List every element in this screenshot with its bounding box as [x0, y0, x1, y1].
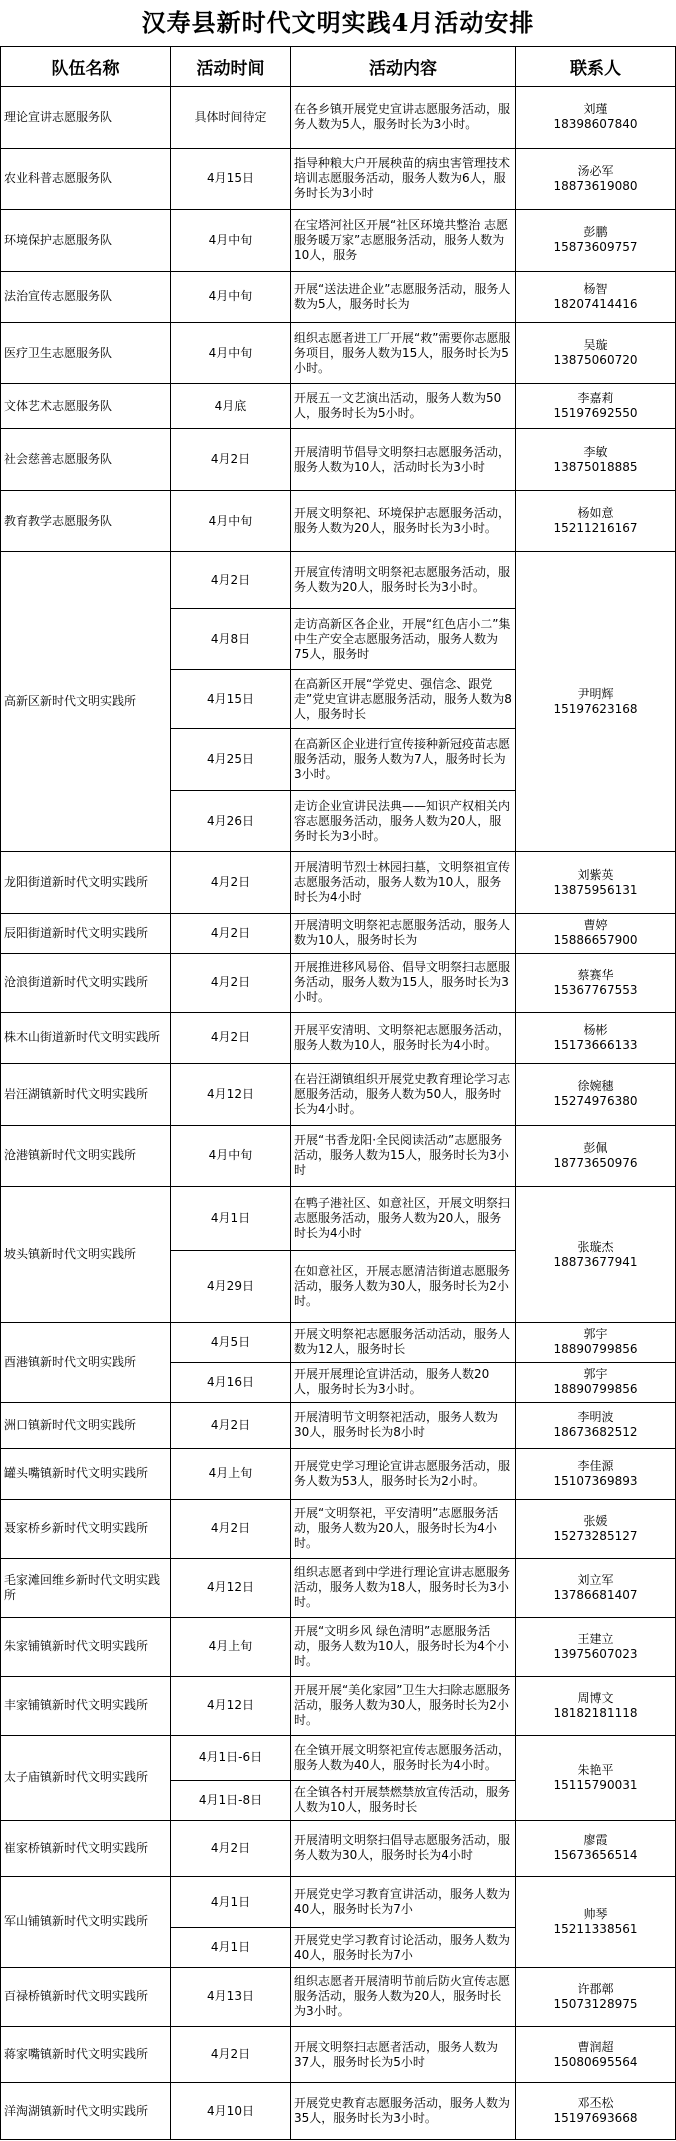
activity-content: 在鸭子港社区、如意社区，开展文明祭扫志愿服务活动，服务人数为20人，服务时长为4小时 — [291, 1187, 516, 1251]
table-row — [1, 87, 676, 149]
activity-content: 在高新区开展“学党史、强信念、跟党走”党史宣讲志愿服务活动，服务人数为8人，服务时长 — [291, 670, 516, 729]
contact-cell — [516, 914, 676, 954]
contact-name: 廖霞 — [583, 1833, 608, 1848]
team-name: 法治宣传志愿服务队 — [1, 271, 171, 322]
contact-cell — [516, 2083, 676, 2140]
activity-time: 4月1日 — [171, 1876, 291, 1927]
activity-time: 4月2日 — [171, 2026, 291, 2082]
team-name: 毛家滩回维乡新时代文明实践所 — [1, 1558, 171, 1617]
team-name: 高新区新时代文明实践所 — [1, 552, 171, 852]
team-name: 百禄桥镇新时代文明实践所 — [1, 1968, 171, 2027]
contact-cell — [516, 490, 676, 552]
contact-phone: 15886657900 — [553, 933, 638, 948]
activity-time: 4月10日 — [171, 2083, 291, 2140]
team-name: 沧港镇新时代文明实践所 — [1, 1125, 171, 1187]
activity-time: 4月2日 — [171, 552, 291, 608]
contact-phone: 13875018885 — [553, 459, 638, 474]
schedule-table — [0, 46, 676, 2140]
activity-content: 开展清明文明祭扫倡导志愿服务活动，服务人数为30人，服务时长为4小时 — [291, 1820, 516, 1876]
team-name: 辰阳街道新时代文明实践所 — [1, 914, 171, 954]
table-row — [1, 1012, 676, 1063]
activity-time: 4月16日 — [171, 1362, 291, 1402]
activity-time: 4月2日 — [171, 1012, 291, 1063]
contact-name: 许郡鄣 — [577, 1981, 614, 1996]
contact-phone: 18890799856 — [553, 1342, 638, 1357]
contact-name: 王建立 — [577, 1631, 614, 1646]
contact-phone: 15173666133 — [553, 1037, 638, 1052]
activity-time: 4月2日 — [171, 852, 291, 914]
contact-cell — [516, 322, 676, 384]
contact-phone: 15673656514 — [553, 1848, 638, 1863]
team-name: 教育教学志愿服务队 — [1, 490, 171, 552]
contact-name: 杨彬 — [583, 1022, 608, 1037]
table-row — [1, 384, 676, 429]
contact-name: 汤必军 — [577, 163, 614, 178]
contact-phone: 18207414416 — [553, 296, 638, 311]
table-row — [1, 852, 676, 914]
contact-phone: 15073128975 — [553, 1996, 638, 2011]
activity-content: 在岩汪湖镇组织开展党史教育理论学习志愿服务活动，服务人数为50人，服务时长为4小时。 — [291, 1064, 516, 1126]
contact-name: 李敏 — [583, 444, 608, 459]
activity-content: 开展党史学习理论宣讲志愿服务活动，服务人数为53人，服务时长为2小时。 — [291, 1448, 516, 1499]
contact-phone: 13875060720 — [553, 353, 638, 368]
contact-cell — [516, 1187, 676, 1323]
activity-content: 指导种粮大户开展秧苗的病虫害管理技术培训志愿服务活动，服务人数为6人，服务时长为3小时 — [291, 148, 516, 210]
activity-time: 4月12日 — [171, 1064, 291, 1126]
activity-time: 4月15日 — [171, 670, 291, 729]
table-row — [1, 953, 676, 1012]
activity-content: 开展“文明乡风 绿色清明”志愿服务活动，服务人数为10人，服务时长为4个小时。 — [291, 1617, 516, 1676]
activity-content: 在高新区企业进行宣传接种新冠疫苗志愿服务活动，服务人数为7人，服务时长为3小时。 — [291, 729, 516, 791]
activity-time: 4月2日 — [171, 429, 291, 491]
contact-name: 杨如意 — [577, 506, 614, 521]
contact-name: 张璇杰 — [577, 1239, 614, 1254]
contact-phone: 18773650976 — [553, 1155, 638, 1170]
contact-cell — [516, 1012, 676, 1063]
activity-content: 在如意社区，开展志愿清洁街道志愿服务活动，服务人数为30人，服务时长为2小时。 — [291, 1251, 516, 1323]
activity-time: 具体时间待定 — [171, 87, 291, 149]
activity-time: 4月2日 — [171, 953, 291, 1012]
contact-cell — [516, 1448, 676, 1499]
header-content: 活动内容 — [291, 47, 516, 87]
contact-name: 郭宇 — [583, 1327, 608, 1342]
activity-content: 开展宣传清明文明祭祀志愿服务活动，服务人数为20人，服务时长为3小时。 — [291, 552, 516, 608]
contact-cell — [516, 953, 676, 1012]
contact-name: 彭佩 — [583, 1140, 608, 1155]
team-name: 岩汪湖镇新时代文明实践所 — [1, 1064, 171, 1126]
activity-time: 4月1日 — [171, 1928, 291, 1968]
contact-phone: 13875956131 — [553, 882, 638, 897]
contact-phone: 15211216167 — [553, 521, 638, 536]
activity-content: 开展文明祭祀志愿服务活动活动，服务人数为12人，服务时长 — [291, 1323, 516, 1363]
activity-time: 4月中旬 — [171, 322, 291, 384]
activity-content: 走访高新区各企业，开展“红色店小二”集中生产安全志愿服务活动，服务人数为75人，服务时 — [291, 608, 516, 670]
activity-time: 4月1日-6日 — [171, 1735, 291, 1780]
contact-cell — [516, 1402, 676, 1448]
activity-content: 开展五一文艺演出活动，服务人数为50人，服务时长为5小时。 — [291, 384, 516, 429]
contact-name: 彭鹏 — [583, 225, 608, 240]
team-name: 军山铺镇新时代文明实践所 — [1, 1876, 171, 1967]
activity-time: 4月26日 — [171, 790, 291, 852]
activity-content: 开展清明节倡导文明祭扫志愿服务活动，服务人数为10人，活动时长为3小时 — [291, 429, 516, 491]
activity-content: 在全镇各村开展禁燃禁放宣传活动，服务人数为10人，服务时长 — [291, 1780, 516, 1820]
activity-content: 开展推进移风易俗、倡导文明祭扫志愿服务活动，服务人数为15人，服务时长为3小时。 — [291, 953, 516, 1012]
activity-time: 4月2日 — [171, 1402, 291, 1448]
activity-time: 4月5日 — [171, 1323, 291, 1363]
table-row — [1, 1187, 676, 1251]
contact-cell — [516, 1064, 676, 1126]
activity-content: 在宝塔河社区开展“社区环境共整治 志愿服务暖万家”志愿服务活动，服务人数为10人，服务 — [291, 210, 516, 272]
activity-time: 4月中旬 — [171, 271, 291, 322]
team-name: 崔家桥镇新时代文明实践所 — [1, 1820, 171, 1876]
team-name: 环境保护志愿服务队 — [1, 210, 171, 272]
table-row — [1, 1735, 676, 1780]
table-row — [1, 1448, 676, 1499]
contact-name: 曹润超 — [577, 2039, 614, 2054]
table-row — [1, 2083, 676, 2140]
contact-phone: 15197623168 — [553, 701, 638, 716]
table-row — [1, 1876, 676, 1927]
contact-name: 尹明辉 — [577, 686, 614, 701]
contact-phone: 15273285127 — [553, 1528, 638, 1543]
team-name: 理论宣讲志愿服务队 — [1, 87, 171, 149]
contact-name: 杨智 — [583, 281, 608, 296]
contact-phone: 15197693668 — [553, 2111, 638, 2126]
table-row — [1, 1064, 676, 1126]
header-time: 活动时间 — [171, 47, 291, 87]
team-name: 洲口镇新时代文明实践所 — [1, 1402, 171, 1448]
header-contact: 联系人 — [516, 47, 676, 87]
activity-content: 在各乡镇开展党史宣讲志愿服务活动，服务人数为5人，服务时长为3小时。 — [291, 87, 516, 149]
contact-name: 周博文 — [577, 1690, 614, 1705]
activity-content: 开展党史教育志愿服务活动，服务人数为35人，服务时长为3小时。 — [291, 2083, 516, 2140]
contact-cell — [516, 1968, 676, 2027]
activity-content: 开展文明祭祀、环境保护志愿服务活动，服务人数为20人，服务时长为3小时。 — [291, 490, 516, 552]
team-name: 丰家铺镇新时代文明实践所 — [1, 1676, 171, 1735]
contact-phone: 18890799856 — [553, 1382, 638, 1397]
activity-time: 4月29日 — [171, 1251, 291, 1323]
activity-time: 4月中旬 — [171, 490, 291, 552]
activity-time: 4月上旬 — [171, 1448, 291, 1499]
contact-phone: 15274976380 — [553, 1094, 638, 1109]
table-row — [1, 1499, 676, 1558]
contact-phone: 15211338561 — [553, 1921, 638, 1936]
team-name: 龙阳街道新时代文明实践所 — [1, 852, 171, 914]
team-name: 蒋家嘴镇新时代文明实践所 — [1, 2026, 171, 2082]
activity-time: 4月15日 — [171, 148, 291, 210]
contact-name: 邓丕松 — [577, 2096, 614, 2111]
table-row — [1, 1402, 676, 1448]
contact-name: 郭宇 — [583, 1367, 608, 1382]
contact-cell — [516, 1362, 676, 1402]
activity-content: 开展“送法进企业”志愿服务活动，服务人数为5人，服务时长为 — [291, 271, 516, 322]
team-name: 朱家铺镇新时代文明实践所 — [1, 1617, 171, 1676]
activity-time: 4月8日 — [171, 608, 291, 670]
team-name: 坡头镇新时代文明实践所 — [1, 1187, 171, 1323]
contact-cell — [516, 429, 676, 491]
contact-phone: 18873619080 — [553, 178, 638, 193]
contact-name: 徐婉穗 — [577, 1079, 614, 1094]
activity-time: 4月底 — [171, 384, 291, 429]
table-header-row — [1, 47, 676, 87]
team-name: 社会慈善志愿服务队 — [1, 429, 171, 491]
activity-time: 4月25日 — [171, 729, 291, 791]
contact-phone: 15115790031 — [553, 1777, 638, 1792]
contact-name: 李明波 — [577, 1410, 614, 1425]
table-row — [1, 322, 676, 384]
activity-time: 4月13日 — [171, 1968, 291, 2027]
activity-content: 开展“书香龙阳·全民阅读活动”志愿服务活动，服务人数为15人，服务时长为3小时 — [291, 1125, 516, 1187]
activity-content: 组织志愿者进工厂开展“救”需要你志愿服务项目，服务人数为15人，服务时长为5小时。 — [291, 322, 516, 384]
contact-cell — [516, 552, 676, 852]
team-name: 沧浪街道新时代文明实践所 — [1, 953, 171, 1012]
activity-content: 开展清明文明祭祀志愿服务活动，服务人数为10人，服务时长为 — [291, 914, 516, 954]
contact-name: 刘瑾 — [583, 102, 608, 117]
contact-name: 蔡赛华 — [577, 967, 614, 982]
activity-time: 4月1日-8日 — [171, 1780, 291, 1820]
table-row — [1, 1676, 676, 1735]
activity-content: 开展党史学习教育宣讲活动，服务人数为40人，服务时长为7小 — [291, 1876, 516, 1927]
activity-time: 4月2日 — [171, 1820, 291, 1876]
contact-phone: 15367767553 — [553, 982, 638, 997]
contact-phone: 18398607840 — [553, 117, 638, 132]
activity-time: 4月上旬 — [171, 1617, 291, 1676]
contact-cell — [516, 1558, 676, 1617]
activity-content: 在全镇开展文明祭祀宣传志愿服务活动，服务人数为40人，服务时长为4小时。 — [291, 1735, 516, 1780]
contact-cell — [516, 210, 676, 272]
table-row — [1, 1558, 676, 1617]
contact-phone: 13975607023 — [553, 1646, 638, 1661]
contact-name: 李嘉莉 — [577, 391, 614, 406]
contact-cell — [516, 2026, 676, 2082]
table-row — [1, 1323, 676, 1363]
table-row — [1, 1820, 676, 1876]
activity-content: 走访企业宣讲民法典——知识产权相关内容志愿服务活动，服务人数为20人，服务时长为3小时。 — [291, 790, 516, 852]
activity-content: 开展开展“美化家园”卫生大扫除志愿服务活动，服务人数为30人，服务时长为2小时。 — [291, 1676, 516, 1735]
contact-phone: 15080695564 — [553, 2054, 638, 2069]
contact-phone: 18673682512 — [553, 1425, 638, 1440]
contact-cell — [516, 852, 676, 914]
team-name: 株木山街道新时代文明实践所 — [1, 1012, 171, 1063]
activity-content: 组织志愿者到中学进行理论宣讲志愿服务活动，服务人数为18人，服务时长为3小时。 — [291, 1558, 516, 1617]
team-name: 太子庙镇新时代文明实践所 — [1, 1735, 171, 1820]
team-name: 酉港镇新时代文明实践所 — [1, 1323, 171, 1403]
table-row — [1, 490, 676, 552]
activity-time: 4月2日 — [171, 914, 291, 954]
contact-name: 刘紫英 — [577, 867, 614, 882]
contact-phone: 15107369893 — [553, 1473, 638, 1488]
activity-content: 开展文明祭扫志愿者活动，服务人数为37人，服务时长为5小时 — [291, 2026, 516, 2082]
activity-content: 开展党史学习教育讨论活动，服务人数为40人，服务时长为7小 — [291, 1928, 516, 1968]
contact-name: 帅琴 — [583, 1906, 608, 1921]
table-row — [1, 2026, 676, 2082]
activity-time: 4月2日 — [171, 1499, 291, 1558]
table-row — [1, 210, 676, 272]
table-row — [1, 914, 676, 954]
team-name: 文体艺术志愿服务队 — [1, 384, 171, 429]
contact-cell — [516, 1735, 676, 1820]
activity-time: 4月中旬 — [171, 1125, 291, 1187]
contact-phone: 18873677941 — [553, 1254, 638, 1269]
contact-name: 刘立军 — [577, 1572, 614, 1587]
contact-name: 张媛 — [583, 1513, 608, 1528]
contact-cell — [516, 87, 676, 149]
table-row — [1, 552, 676, 608]
contact-cell — [516, 1876, 676, 1967]
team-name: 医疗卫生志愿服务队 — [1, 322, 171, 384]
contact-cell — [516, 1499, 676, 1558]
contact-name: 朱艳平 — [577, 1762, 614, 1777]
contact-phone: 15873609757 — [553, 240, 638, 255]
team-name: 罐头嘴镇新时代文明实践所 — [1, 1448, 171, 1499]
table-row — [1, 1125, 676, 1187]
contact-phone: 18182181118 — [553, 1705, 638, 1720]
contact-cell — [516, 1617, 676, 1676]
contact-cell — [516, 1820, 676, 1876]
activity-time: 4月12日 — [171, 1676, 291, 1735]
table-row — [1, 429, 676, 491]
activity-content: 开展开展理论宣讲活动，服务人数20人，服务时长为3小时。 — [291, 1362, 516, 1402]
team-name: 洋淘湖镇新时代文明实践所 — [1, 2083, 171, 2140]
activity-content: 开展清明节文明祭祀活动，服务人数为30人，服务时长为8小时 — [291, 1402, 516, 1448]
table-row — [1, 1968, 676, 2027]
contact-phone: 13786681407 — [553, 1587, 638, 1602]
activity-time: 4月12日 — [171, 1558, 291, 1617]
page-title: 汉寿县新时代文明实践4月活动安排 — [141, 8, 535, 37]
contact-cell — [516, 148, 676, 210]
contact-name: 吴璇 — [583, 338, 608, 353]
activity-content: 开展清明节烈士林园扫墓，文明祭祖宣传志愿服务活动，服务人数为10人，服务时长为4小时 — [291, 852, 516, 914]
team-name: 聂家桥乡新时代文明实践所 — [1, 1499, 171, 1558]
contact-cell — [516, 1676, 676, 1735]
activity-time: 4月中旬 — [171, 210, 291, 272]
contact-cell — [516, 384, 676, 429]
activity-time: 4月1日 — [171, 1187, 291, 1251]
contact-cell — [516, 1323, 676, 1363]
table-body — [1, 87, 676, 2140]
table-row — [1, 271, 676, 322]
contact-name: 李佳源 — [577, 1458, 614, 1473]
contact-phone: 15197692550 — [553, 406, 638, 421]
activity-content: 开展平安清明、文明祭祀志愿服务活动，服务人数为10人，服务时长为4小时。 — [291, 1012, 516, 1063]
header-team: 队伍名称 — [1, 47, 171, 87]
contact-name: 曹婷 — [583, 918, 608, 933]
table-row — [1, 148, 676, 210]
table-row — [1, 1617, 676, 1676]
contact-cell — [516, 1125, 676, 1187]
contact-cell — [516, 271, 676, 322]
activity-content: 组织志愿者开展清明节前后防火宣传志愿服务活动，服务人数为20人，服务时长为3小时。 — [291, 1968, 516, 2027]
team-name: 农业科普志愿服务队 — [1, 148, 171, 210]
activity-content: 开展“文明祭祀，平安清明”志愿服务活动，服务人数为20人，服务时长为4小时。 — [291, 1499, 516, 1558]
